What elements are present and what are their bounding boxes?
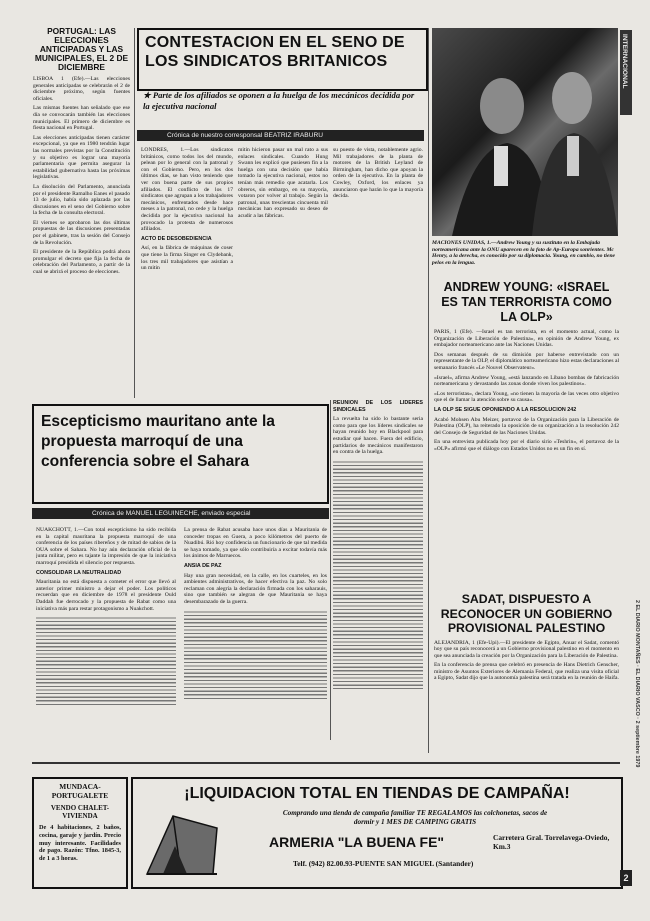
text-block (333, 459, 423, 689)
photo-caption: MACIONES UNIDAS, 1.—Andrew Young y su sustituto en la Embajada norteamericana ante la ONU aparecen en la foto de Ap-Europa sonrientes. Mc Henry, a la derecha, es conocido por su diplomacia. Young, en cambio, no tiene pelos en la lengua. (432, 240, 616, 266)
portugal-paragraph: Las mismas fuentes han señalado que ese día se convocarán también las elecciones municipales. El primero de diciembre es fiesta nacional en Portugal. (33, 105, 130, 132)
young-text: «Israel», afirma Andrew Young, «está lanzando en Líbano bombas de fabricación norteamericana y devastando las zonas donde viven los palestinos». (434, 374, 619, 388)
portugal-article (33, 27, 130, 279)
young-headline: ANDREW YOUNG: «ISRAEL ES TAN TERRORISTA COMO LA OLP» (441, 280, 612, 324)
unions-text: Así, en la fábrica de máquinas de coser que tiene la firma Singer en Clydebank, los tres mil trabajadores que asistían a un mitin (141, 245, 233, 272)
sahara-headline-box (32, 404, 329, 504)
unions-subhead: ★ Parte de los afiliados se oponen a la huelga de los mecánicos decidida por la ejecutiva nacional (143, 90, 415, 111)
young-article (434, 280, 619, 456)
portugal-paragraph: Las elecciones anticipadas tienen carácter excepcional, ya que en 1980 tendrán lugar las normales previstas por la Constitución y su objetivo es lograr una mayoría parlamentaria que permita asegurar la estabilidad gubernativa hasta las próximas legislativas. (33, 134, 130, 181)
section-rule (32, 762, 620, 764)
unions-byline: Crónica de nuestro corresponsal BEATRIZ IRABURU (137, 130, 424, 141)
portugal-lead: LISBOA 1 (Efe).—Las elecciones generales anticipadas se celebrarán el 2 de diciembre próximo, según fuentes oficiales. (33, 76, 130, 102)
chalet-ad (32, 777, 128, 889)
portugal-paragraph: La disolución del Parlamento, anunciada por el presidente Ramalho Eanes el pasado 13 de julio, había sido aplazada por las discusiones en el seno del Gobierno sobre la fecha de la consulta electoral. (33, 183, 130, 217)
camping-ad-line: Comprando una tienda de campaña familiar TE REGALAMOS las colchonetas, sacos de (282, 809, 548, 817)
portugal-paragraph: El viernes se aprobaron las dos últimas propuestas de las discusiones presentadas por el gabinete, tras la sesión del Consejo de la Revolución. (33, 219, 130, 246)
section-tab (620, 30, 632, 115)
column-rule (330, 400, 331, 740)
sahara-text: Hay una gran necesidad, en la calle, en los cuarteles, en los ambientes administrativos, de hacer efectiva la paz. No solo reclaman con alegría la declaración firmada con los saharauis, sino que también se alegran de que Mauritania se haya desembarazado de la guerra. (184, 572, 327, 605)
chalet-ad-title: MUNDACA-PORTUGALETE (51, 782, 109, 800)
camping-ad-offer (265, 809, 565, 827)
margin-folio (634, 600, 644, 890)
sahara-text: La prensa de Rabat acusaba hace unos días a Mauritania de conceder tropas en Guera, a poco kilómetros del puerto de Nuadibú. Rió hoy confidencia un funcionario de que tal medida se haya tomado, ya que sólo contribuiría a excitar todavía más los ánimos de Marruecos. (184, 527, 327, 560)
unions-column-3-cont (333, 400, 423, 740)
portugal-headline: PORTUGAL: LAS ELECCIONES ANTICIPADAS Y LAS MUNICIPALES, EL 2 DE DICIEMBRE (34, 26, 129, 72)
camping-ad-headline: ¡LIQUIDACION TOTAL EN TIENDAS DE CAMPAÑA! (184, 785, 570, 802)
camping-ad-brand: ARMERIA "LA BUENA FE" (269, 834, 445, 850)
unions-column-3 (333, 147, 423, 397)
unions-headline: CONTESTACION EN EL SENO DE LOS SINDICATOS BRITANICOS (145, 34, 405, 70)
young-subtitle: LA OLP SE SIGUE OPONIENDO A LA RESOLUCION 242 (434, 406, 577, 413)
young-text: PARIS, 1 (Efe). —Israel es tan terrorista, en el momento actual, como la Organización de Liberación de Palestina», en opinión de Andrew Young, ex embajador norteamericano ante las Naciones Unidas. (434, 329, 619, 349)
camping-ad-phone: Telf. (942) 82.00.93-PUENTE SAN MIGUEL (Santander) (293, 859, 474, 868)
unions-text: mitin hicieron pasar un mal rato a sus enlaces sindicales. Cuando Hung Swann les explicó que pusiesen fin a la huelga con una decisión que había tomado la ejecutiva nacional, estos no tenían más remedio que acatarla. Los obreros, sin embargo, en su mayoría, votaron por volver al trabajo. Según la patronal, unas trescientas cincuenta mil mecánicas han expresado su deseo de acudir a las fábricas. (238, 147, 328, 219)
unions-column-1 (141, 147, 233, 392)
column-rule (134, 28, 135, 398)
unions-text: La revuelta ha sido lo bastante seria como para que los líderes sindicales se hayan reunido hoy en Blackpool para estudiar qué hacen. Fuera del edificio, partidarios de mecánicos manifestaron en contra de la huelga. (333, 416, 423, 456)
young-text: Dos semanas después de su dimisión por haberse entrevistado con un representante de la OLP, el diplomático norteamericano hizo estas declaraciones al semanario francés «Le Nouvel Observateur». (434, 351, 619, 371)
page-number: 2 (620, 870, 632, 886)
sahara-column-2 (184, 527, 327, 739)
unions-column-2 (238, 147, 328, 392)
unions-text: LONDRES, 1.—Los sindicatos británicos, como todos los del mundo, pelean por lo general con la patronal y con el Gobierno. Pero, en los dos últimos días, se han visto teniendo que ver con buena parte de sus propios afiliados. El conflicto de los 17 sindicatos que agrupan a los trabajadores mecánicos, enfrentados desde hace meses a la patronal, no cede y la huelga decidida por la ejecutiva nacional ha provocado la protesta de numerosos afiliados. (141, 147, 233, 233)
folio-text: 2 EL DIARIO MONTAÑES · EL DIARIO VASCO · 2 septiembre 1979 (634, 600, 640, 768)
camping-ad (131, 777, 623, 889)
text-block (36, 615, 176, 705)
sahara-subtitle: ANSIA DE PAZ (184, 562, 222, 569)
unions-headline-box (137, 28, 428, 91)
camping-ad-address: Carretera Gral. Torrelavega-Oviedo, Km.3 (493, 833, 610, 851)
tent-icon (143, 806, 221, 881)
photo-figures (432, 28, 618, 236)
unions-subtitle: REUNION DE LOS LIDERES SINDICALES (333, 400, 423, 413)
unions-subtitle: ACTO DE DESOBEDIENCIA (141, 235, 212, 242)
section-label: INTERNACIONAL (621, 34, 628, 89)
young-text: En una entrevista publicada hoy por el diario sirio «Teshrin», el portavoz de la «OLP» afirmó que el diálogo con Estados Unidos no es un fin en sí. (434, 439, 619, 452)
chalet-ad-body: De 4 habitaciones, 2 baños, cocina, garaje y jardín. Precio muy interesante. Facilidades de pago. Razón: Tfno. 1845-3, de 1 a 3 horas. (39, 824, 121, 862)
sadat-headline: SADAT, DISPUESTO A RECONOCER UN GOBIERNO PROVISIONAL PALESTINO (440, 592, 613, 635)
chalet-ad-subtitle: VENDO CHALET-VIVIENDA (50, 803, 110, 820)
sahara-subtitle: CONSOLIDAR LA NEUTRALIDAD (36, 569, 122, 576)
young-text: «Los terroristas», declara Young, «no tienen la mayoría de las veces otro objetivo que el de llamar la atención sobre su causa». (434, 390, 619, 404)
sahara-byline: Crónica de MANUEL LEGUINECHE, enviado especial (32, 508, 329, 519)
sahara-column-1 (36, 527, 176, 739)
text-block (184, 609, 327, 699)
sadat-text: En la conferencia de prensa que celebró en presencia de Hans Dietrich Genscher, ministro de Asuntos Exteriores de Alemania Federal, que realiza una visita oficial a Egipto, Sadat dijo que la autonomía palestina será tratada en la reunión de Haifa. (434, 662, 619, 682)
sadat-text: ALEJANDRIA, 1 (Efe-Upi).—El presidente de Egipto, Anuar el Sadat, comentó hoy que su país reconocerá a un Gobierno provisional palestino en el momento en que sea anunciada la creación por la Organización para la Liberación de Palestina. (434, 639, 619, 659)
column-rule (428, 28, 429, 753)
portugal-paragraph: El presidente de la República podrá ahora promulgar el decreto que fija la fecha de celebración del Parlamento, a partir de la cual se abrirá el proceso de elecciones. (33, 249, 130, 276)
sadat-article (434, 592, 619, 685)
sahara-text: Mauritania no está dispuesta a cometer el error que llevó al anterior primer ministro a dejar el poder. Los políticos recuerdan que en diciembre de 1978 el presidente Ould Daddah fue derrocado y la propuesta de Rabat como una iniciativa más para restar protagonismo a Nuakchott. (36, 579, 176, 612)
sahara-headline: Escepticismo mauritano ante la propuesta marroquí de una conferencia sobre el Sahara (41, 413, 275, 470)
news-photo (432, 28, 618, 236)
young-text: Acabó Mohsen Abu Meizer, portavoz de la Organización para la Liberación de Palestina (OLP), ha reiterado la oposición de su organización a la resolución 242 del Consejo de Seguridad de las Naciones Unidas. (434, 416, 619, 436)
sahara-text: NUAKCHOTT, 1.—Con total escepticismo ha sido recibida en la capital mauritana la propuesta marroquí de una conferencia de los países ribereños y de mitad de sabios de la OUA sobre el Sahara. No hay aún declaración oficial de la junta militar, pero es tajante la impresión de que la iniciativa marroquí presidida el silencio por respuesta. (36, 527, 176, 566)
camping-ad-line: dormir y 1 MES DE CAMPING GRATIS (353, 818, 477, 826)
unions-text: su puesto de vista, notablemente agrio. Mil trabajadores de la planta de motores de la British Leyland de Birmingham, han dicho que apoyan la orden de la ejecutiva. En la planta de Cowley, Oxford, los enlaces ya anunciaron que harán lo que la mayoría decida. (333, 147, 423, 200)
